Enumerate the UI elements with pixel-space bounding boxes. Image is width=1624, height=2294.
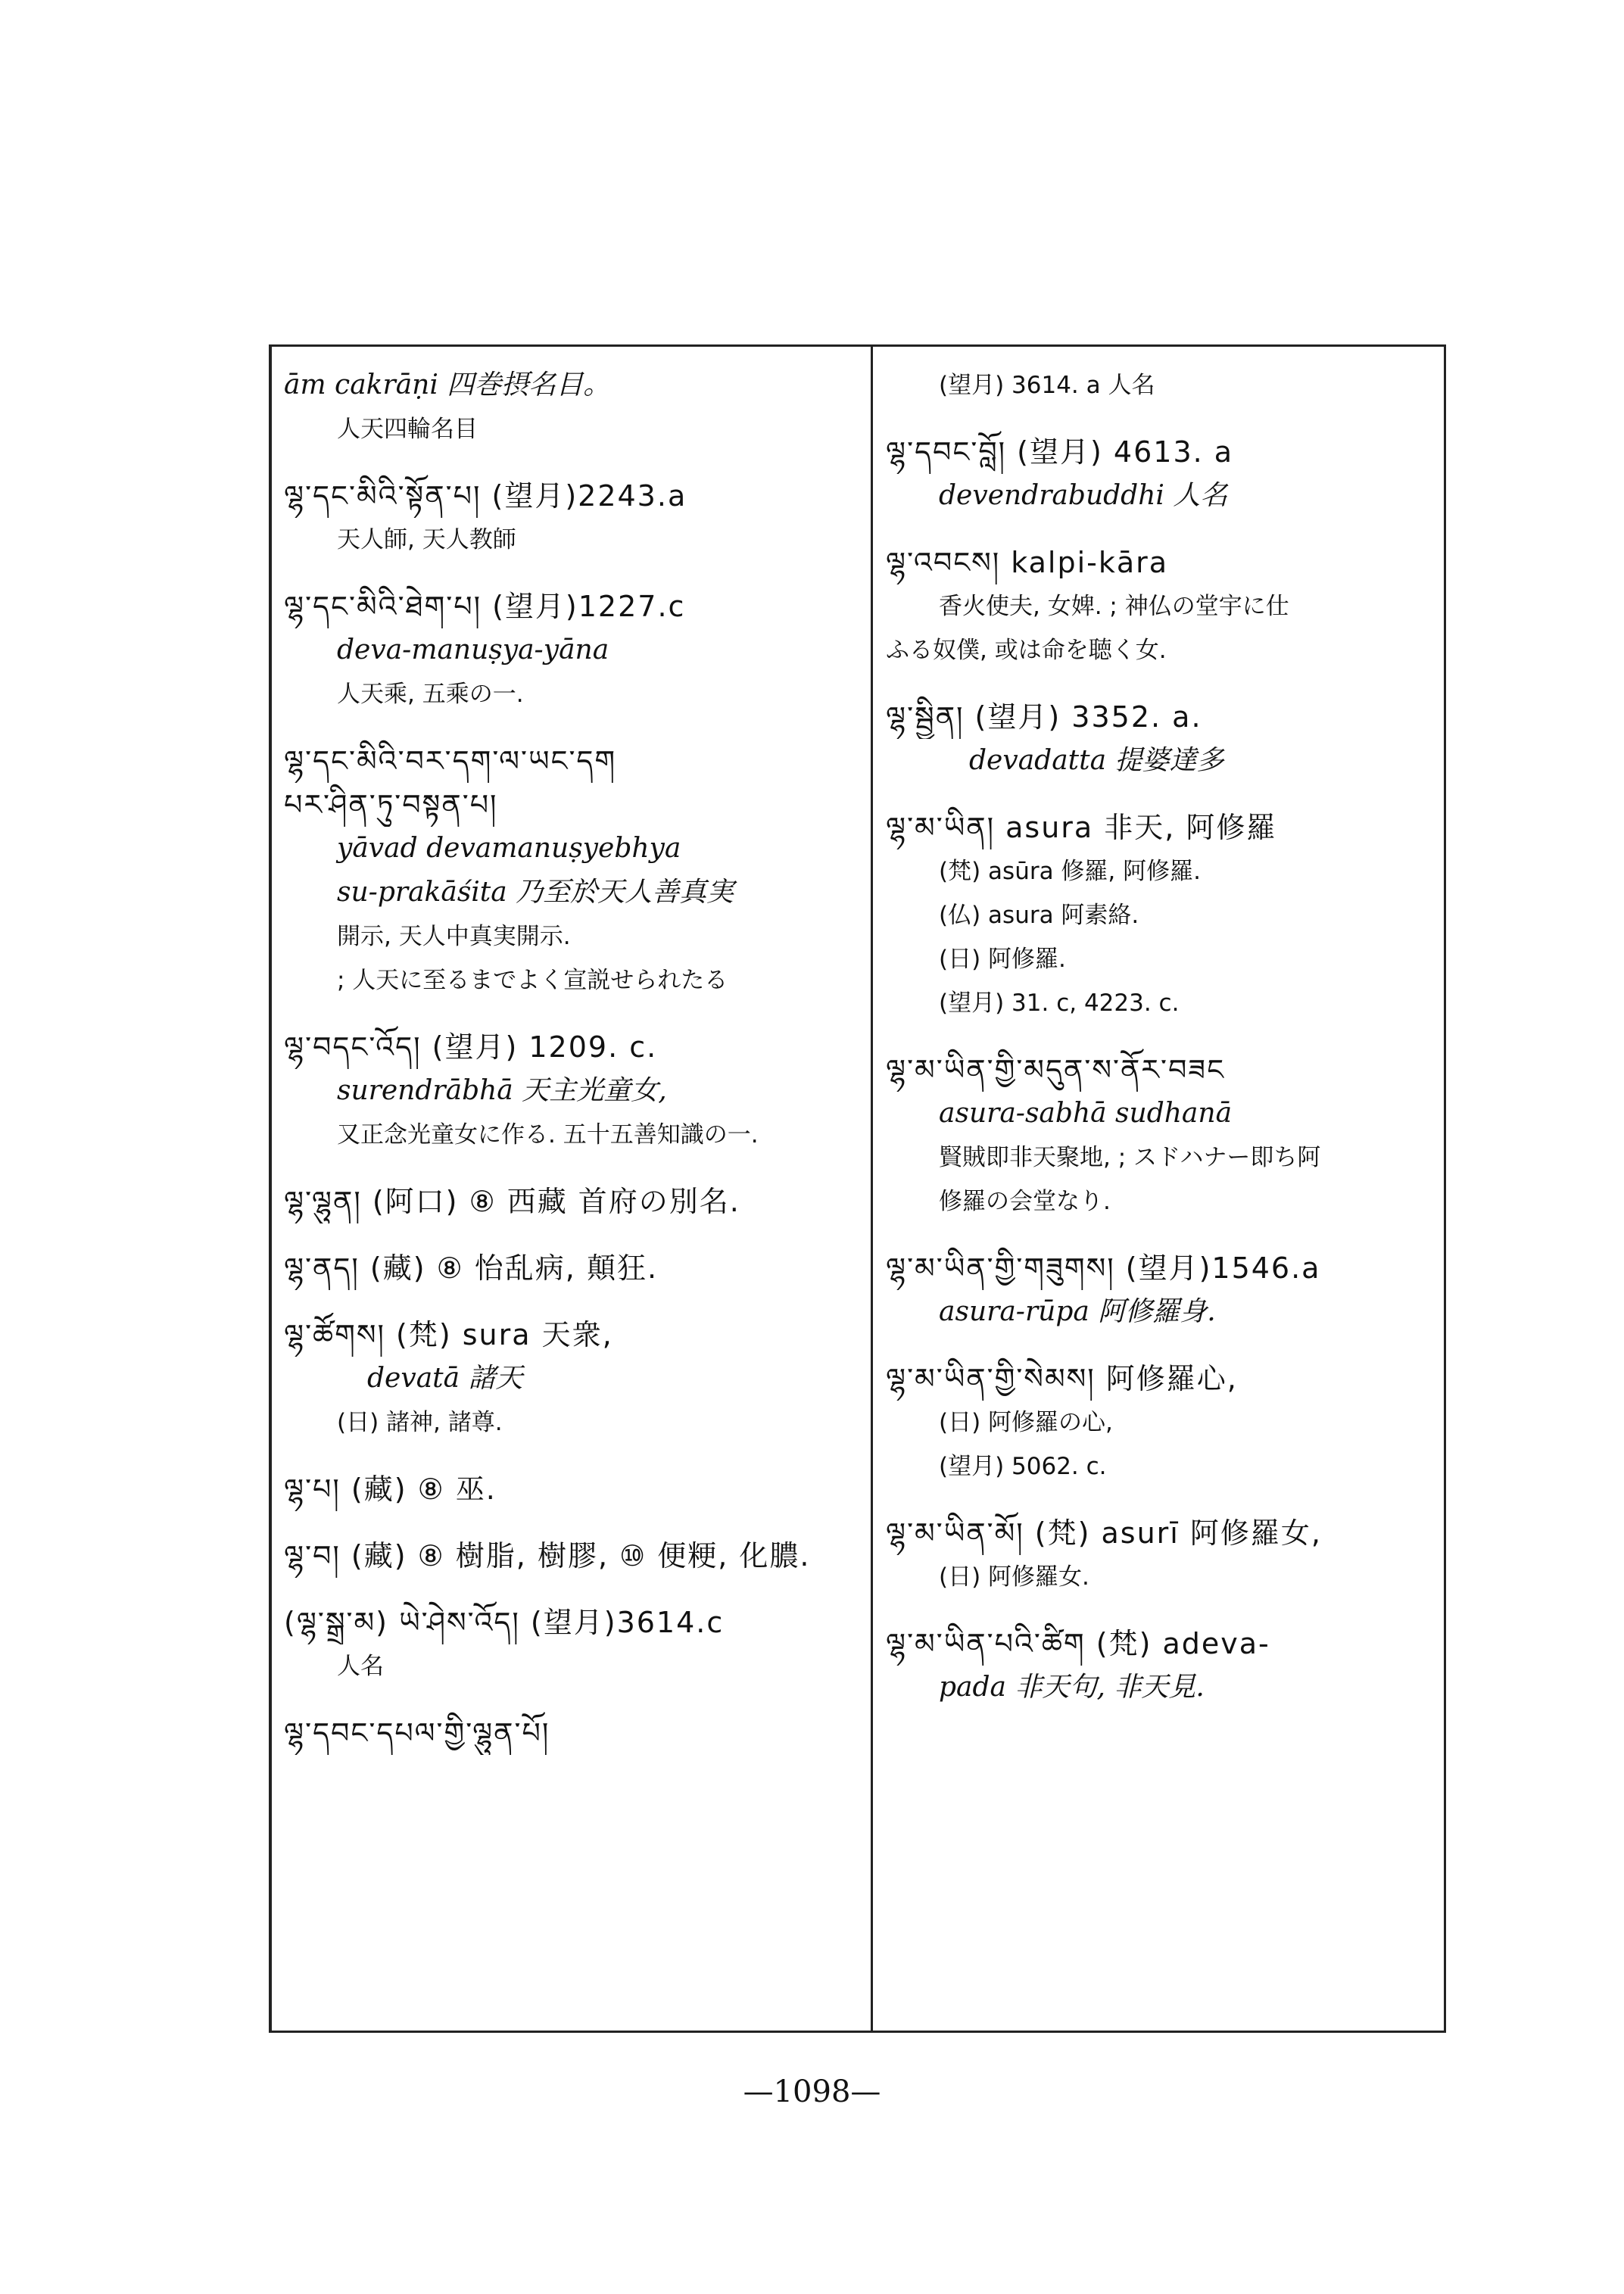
entry-line: (仏) asura 阿素絡. — [939, 902, 1139, 929]
entry-headword: ལྷ་མ་ཡིན་པའི་ཚིག (梵) adeva- — [886, 1627, 1270, 1660]
entry-line: 人天四輪名目 — [337, 416, 478, 443]
dictionary-entry — [284, 1534, 867, 1578]
right-column — [886, 363, 1439, 2021]
entry-line: (梵) asūra 修羅, 阿修羅. — [939, 858, 1201, 885]
entry-headword: ལྷ་སྦྱིན། (望月) 3352. a. — [886, 700, 1202, 734]
entry-line: ām cakrāṇi 四巻摂名目。 — [284, 369, 611, 401]
entry-line: 天人師, 天人教師 — [337, 526, 516, 553]
entry-line: 香火使夫, 女婢. ; 神仏の堂宇に仕 — [939, 593, 1289, 620]
entry-line: (日) 阿修羅の心, — [939, 1409, 1113, 1436]
dictionary-entry — [284, 474, 867, 562]
entry-line: su-prakāśita 乃至於天人善真実 — [337, 877, 734, 908]
page-number: —1098— — [743, 2074, 881, 2109]
entry-headword: ལྷ་ནད། (藏) ⑧ 怡乱病, 顛狂. — [284, 1251, 659, 1285]
dictionary-entry — [886, 1622, 1439, 1710]
dictionary-entry — [284, 1313, 867, 1445]
entry-headword: ལྷ་མ་ཡིན་གྱི་མདུན་ས་ནོར་བཟང — [886, 1053, 1225, 1086]
dictionary-entry — [886, 1246, 1439, 1334]
entry-headword: ལྷ་བདང་འོད། (望月) 1209. c. — [284, 1030, 658, 1064]
entry-line: ふる奴僕, 或は命を聴く女. — [886, 637, 1167, 664]
dictionary-entry — [886, 695, 1439, 783]
entry-line: 又正念光童女に作る. 五十五善知識の一. — [337, 1121, 759, 1149]
dictionary-entry — [284, 1601, 867, 1688]
dictionary-entry — [284, 1467, 867, 1511]
entry-headword: ལྷ་ལྷུན། (阿口) ⑧ 西藏 首府の別名. — [284, 1185, 740, 1218]
entry-line: devadatta 提婆達多 — [969, 745, 1224, 776]
dictionary-entry — [284, 1711, 867, 1755]
entry-line: (日) 阿修羅女. — [939, 1563, 1089, 1591]
entry-headword: པར་ཤིན་ཏུ་བསྟན་པ། — [284, 788, 498, 821]
entry-line: (日) 諸神, 諸尊. — [337, 1409, 503, 1436]
entry-line: (日) 阿修羅. — [939, 946, 1066, 973]
entry-line: yāvad devamanuṣyebhya — [337, 833, 681, 864]
entry-line: (望月) 3614. a 人名 — [939, 372, 1155, 399]
dictionary-entry — [284, 1246, 867, 1290]
dictionary-entry — [886, 430, 1439, 518]
dictionary-entry — [886, 806, 1439, 1025]
entry-headword: ལྷ་དབང་དཔལ་གྱི་ལྷུན་པོ། — [284, 1716, 550, 1750]
dictionary-entry — [886, 1511, 1439, 1599]
entry-line: deva-manuṣya-yāna — [337, 634, 609, 665]
entry-line: 人天乘, 五乘の一. — [337, 681, 524, 708]
entry-headword: ལྷ་མ་ཡིན་མོ། (梵) asurī 阿修羅女, — [886, 1516, 1323, 1550]
left-column — [284, 363, 867, 2021]
dictionary-entry — [284, 739, 867, 1002]
dictionary-entry — [284, 584, 867, 716]
entry-line: 開示, 天人中真実開示. — [337, 923, 571, 950]
entry-line: devendrabuddhi 人名 — [939, 480, 1228, 511]
entry-line: 賢賊即非天聚地, ; スドハナー即ち阿 — [939, 1144, 1321, 1171]
entry-headword: ལྷ་མ་ཡིན། asura 非天, 阿修羅 — [886, 811, 1277, 844]
entry-line: pada 非天句, 非天見. — [939, 1672, 1205, 1703]
entry-headword: ལྷ་དང་མིའི་ཐེག་པ། (望月)1227.c — [284, 590, 686, 623]
entry-headword: ལྷ་དབང་བློ། (望月) 4613. a — [886, 435, 1234, 469]
dictionary-entry — [886, 541, 1439, 672]
column-divider — [871, 344, 873, 2033]
entry-headword: ལྷ་ཚོགས། (梵) sura 天衆, — [284, 1318, 613, 1351]
entry-line: ; 人天に至るまでよく宣説せられたる — [337, 967, 728, 994]
entry-headword: ལྷ་བ། (藏) ⑧ 樹脂, 樹膠, ⑩ 便粳, 化膿. — [284, 1539, 811, 1572]
entry-line: 修羅の会堂なり. — [939, 1188, 1111, 1215]
dictionary-entry — [284, 363, 867, 451]
entry-line: (望月) 5062. c. — [939, 1453, 1107, 1480]
entry-headword: (ལྷ་སྒྲ་མ) ཡེ་ཤེས་འོད། (望月)3614.c — [284, 1606, 725, 1639]
entry-headword: ལྷ་མ་ཡིན་གྱི་གཟུགས། (望月)1546.a — [886, 1251, 1321, 1285]
entry-line: asura-sabhā sudhanā — [939, 1098, 1233, 1129]
entry-headword: ལྷ་པ། (藏) ⑧ 巫. — [284, 1473, 497, 1506]
dictionary-entry — [284, 1180, 867, 1223]
entry-line: surendrābhā 天主光童女, — [337, 1075, 667, 1106]
entry-headword: ལྷ་མ་ཡིན་གྱི་སེམས། 阿修羅心, — [886, 1362, 1238, 1395]
entry-headword: ལྷ་དང་མིའི་སྟོན་པ། (望月)2243.a — [284, 479, 687, 513]
entry-line: asura-rūpa 阿修羅身. — [939, 1296, 1216, 1327]
entry-line: (望月) 31. c, 4223. c. — [939, 990, 1180, 1017]
entry-headword: ལྷ་འབངས། kalpi-kāra — [886, 546, 1169, 579]
entry-headword: ལྷ་དང་མིའི་བར་དག་ལ་ཡང་དག — [284, 744, 617, 778]
dictionary-entry — [284, 1025, 867, 1157]
dictionary-entry — [886, 1048, 1439, 1223]
entry-line: devatā 諸天 — [367, 1363, 523, 1394]
dictionary-entry — [886, 1357, 1439, 1488]
dictionary-entry — [886, 363, 1439, 407]
entry-line: 人名 — [337, 1653, 384, 1680]
